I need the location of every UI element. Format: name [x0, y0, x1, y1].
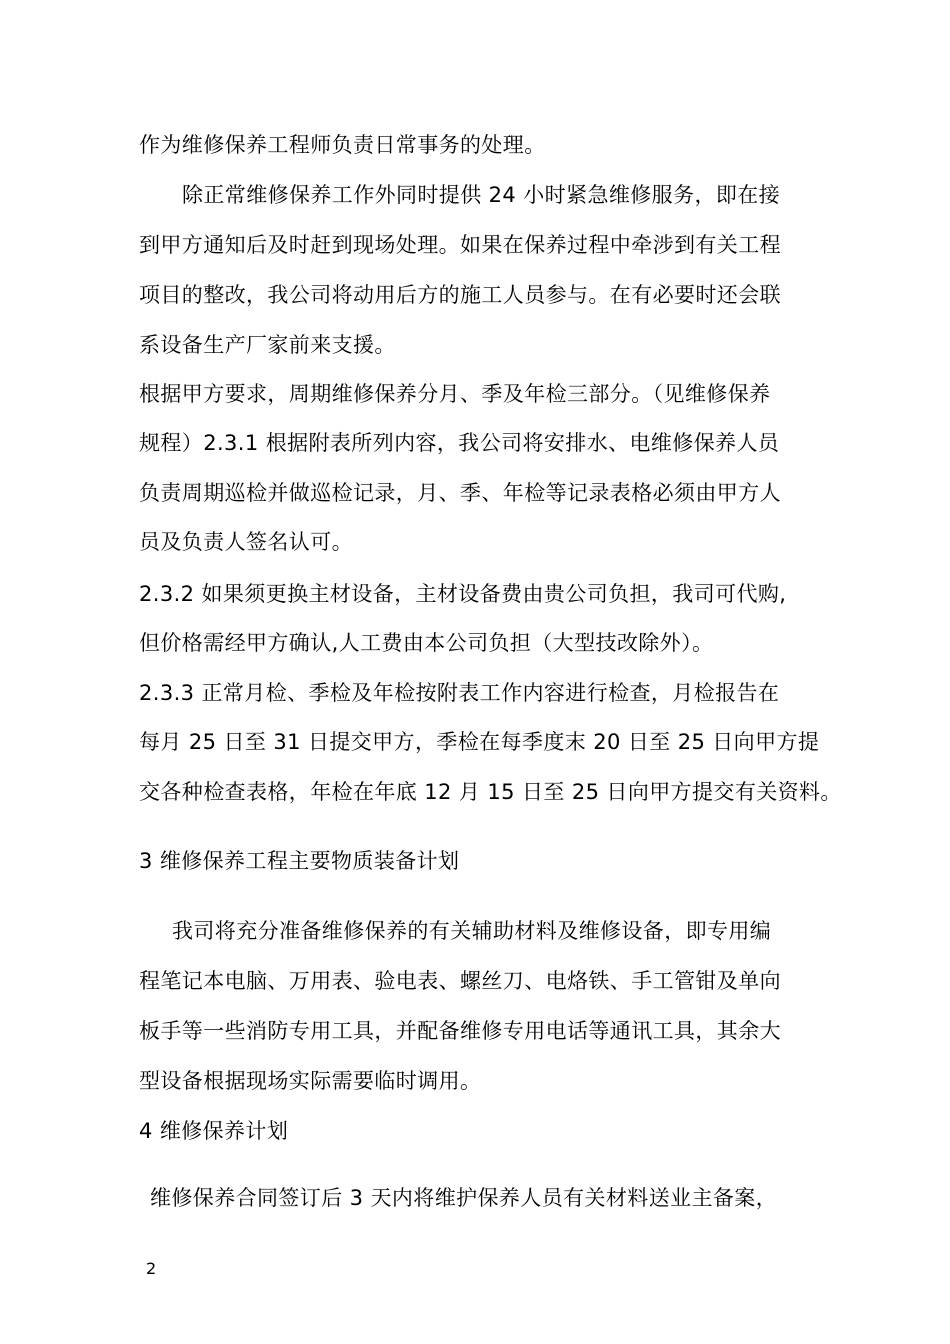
- paragraph-first-line: 我司将充分准备维修保养的有关辅助材料及维修设备，即专用编: [172, 919, 772, 943]
- body-text-line: 但价格需经甲方确认,人工费由本公司负担（大型技改除外）。: [139, 631, 714, 655]
- body-text-line: 程笔记本电脑、万用表、验电表、螺丝刀、电烙铁、手工管钳及单向: [139, 969, 781, 993]
- paragraph-first-line: 除正常维修保养工作外同时提供 24 小时紧急维修服务，即在接: [182, 183, 781, 207]
- body-text-line: 到甲方通知后及时赶到现场处理。如果在保养过程中牵涉到有关工程: [139, 233, 781, 257]
- body-text-line: 负责周期巡检并做巡检记录，月、季、年检等记录表格必须由甲方人: [139, 481, 781, 505]
- body-text-line: 项目的整改，我公司将动用后方的施工人员参与。在有必要时还会联: [139, 283, 781, 307]
- body-text-line: 每月 25 日至 31 日提交甲方，季检在每季度末 20 日至 25 日向甲方提: [139, 730, 820, 754]
- body-text-line: 系设备生产厂家前来支援。: [139, 333, 396, 357]
- body-text-line: 型设备根据现场实际需要临时调用。: [139, 1069, 482, 1093]
- body-text-line: 交各种检查表格，年检在年底 12 月 15 日至 25 日向甲方提交有关资料。: [139, 780, 842, 804]
- page-number: 2: [146, 1259, 157, 1278]
- body-text-line: 根据甲方要求，周期维修保养分月、季及年检三部分。（见维修保养: [139, 382, 771, 406]
- body-text-line: 作为维修保养工程师负责日常事务的处理。: [139, 133, 546, 157]
- body-text-line: 板手等一些消防专用工具，并配备维修专用电话等通讯工具，其余大: [139, 1019, 781, 1043]
- paragraph-first-line: 维修保养合同签订后 3 天内将维护保养人员有关材料送业主备案，: [150, 1186, 778, 1210]
- body-text-line: 规程）2.3.1 根据附表所列内容，我公司将安排水、电维修保养人员: [139, 431, 780, 455]
- body-text-line: 2.3.3 正常月检、季检及年检按附表工作内容进行检查，月检报告在: [139, 681, 780, 705]
- body-text-line: 2.3.2 如果须更换主材设备，主材设备费由贵公司负担，我司可代购,: [139, 582, 787, 606]
- section-heading: 3 维修保养工程主要物质装备计划: [139, 849, 460, 873]
- section-heading: 4 维修保养计划: [139, 1119, 289, 1143]
- body-text-line: 员及负责人签名认可。: [139, 530, 353, 554]
